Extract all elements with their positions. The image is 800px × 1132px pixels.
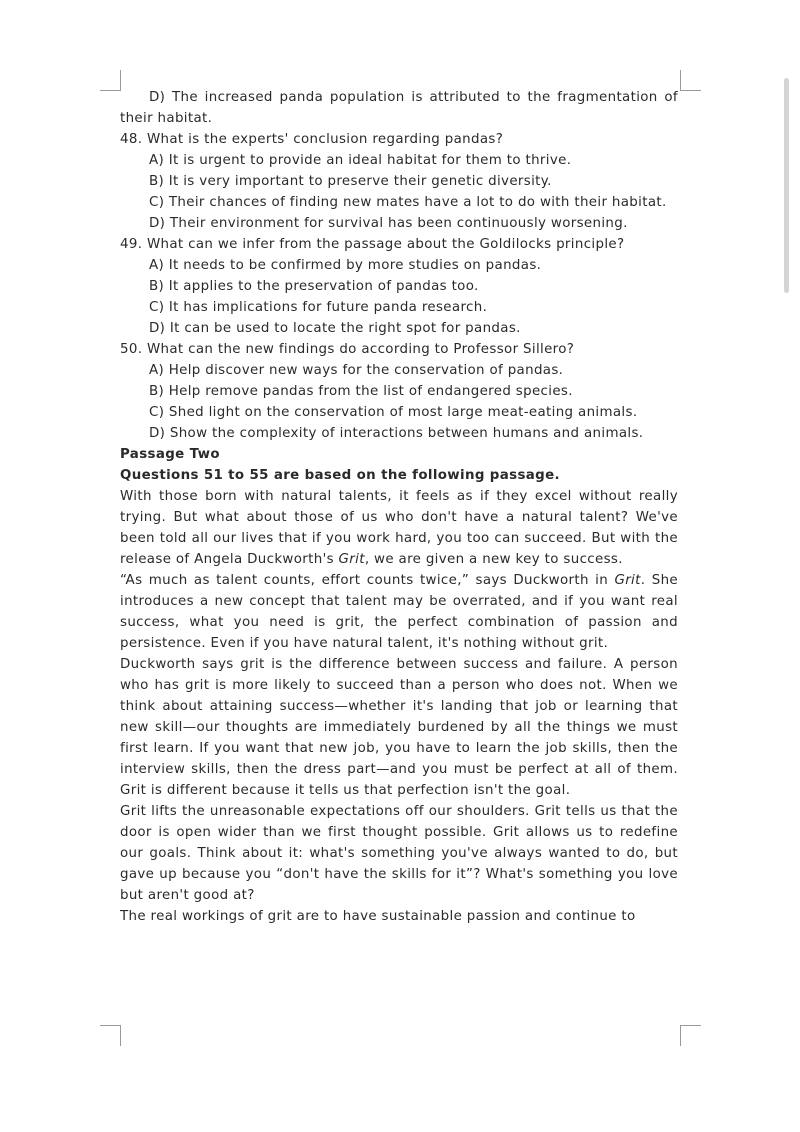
book-title: Grit [614,573,641,588]
vertical-scrollbar[interactable] [784,78,789,293]
q50-option-c: C) Shed light on the conservation of most large meat-eating animals. [149,405,638,420]
q48-option-d: D) Their environment for survival has been continuously worsening. [149,216,628,231]
passage-paragraph-1 [120,486,678,570]
q50-option-d: D) Show the complexity of interactions between humans and animals. [149,426,644,441]
crop-mark-bottom-right [680,1025,701,1046]
p2-text-start: “As much as talent counts, effort counts twice,” says Duckworth in [120,573,615,588]
q49-option-b: B) It applies to the preservation of pandas too. [149,279,479,294]
passage-paragraph-5: The real workings of grit are to have sustainable passion and continue to [120,909,636,924]
p1-text-end: , we are given a new key to success. [364,552,623,567]
q48-option-b: B) It is very important to preserve their genetic diversity. [149,174,552,189]
crop-mark-bottom-left [100,1025,121,1046]
q49-option-d: D) It can be used to locate the right spot for pandas. [149,321,521,336]
passage-paragraph-3: Duckworth says grit is the difference between success and failure. A person who has grit is more likely to succeed than a person who does not. When we think about attaining success—whether it's landing that job or learning that new skill—our thoughts are immediately burdened by all the things we must first learn. If you want that new job, you have to learn the job skills, then the interview skills, then the dress part—and you must be perfect at all of them. Grit is different because it tells us that perfection isn't the goal. [120,657,678,798]
q49-option-a: A) It needs to be confirmed by more studies on pandas. [149,258,542,273]
passage-paragraph-4: Grit lifts the unreasonable expectations off our shoulders. Grit tells us that the door is open wider than we first thought possible. Grit allows us to redefine our goals. Think about it: what's something you've always wanted to do, but gave up because you “don't have the skills for it”? What's something you love but aren't good at? [120,804,678,903]
page-content [120,87,678,927]
book-title: Grit [338,552,365,567]
p1-text-start: With those born with natural talents, it feels as if they excel without really trying. But what about those of us who don't have a natural talent? We've been told all our lives that if you work hard, you too can succeed. But with the release of Angela Duckworth's [120,489,678,567]
q50-option-a: A) Help discover new ways for the conservation of pandas. [149,363,564,378]
q49-question: 49. What can we infer from the passage about the Goldilocks principle? [120,237,625,252]
q48-option-a: A) It is urgent to provide an ideal habitat for them to thrive. [149,153,572,168]
q50-option-b: B) Help remove pandas from the list of endangered species. [149,384,573,399]
q50-question: 50. What can the new findings do according to Professor Sillero? [120,342,575,357]
passage-heading: Passage Two [120,447,220,462]
q48-option-c: C) Their chances of finding new mates have a lot to do with their habitat. [149,195,667,210]
q48-question: 48. What is the experts' conclusion regarding pandas? [120,132,504,147]
q49-option-c: C) It has implications for future panda research. [149,300,488,315]
crop-mark-top-right [680,70,701,91]
q47-option-d: D) The increased panda population is attributed to the fragmentation of their habitat. [120,90,678,126]
crop-mark-top-left [100,70,121,91]
passage-subheading: Questions 51 to 55 are based on the following passage. [120,468,560,483]
p2-text-end: . She introduces a new concept that talent may be overrated, and if you want real success, what you need is grit, the perfect combination of passion and persistence. Even if you have natural talent, it's nothing without grit. [120,573,678,651]
passage-paragraph-2 [120,570,678,654]
